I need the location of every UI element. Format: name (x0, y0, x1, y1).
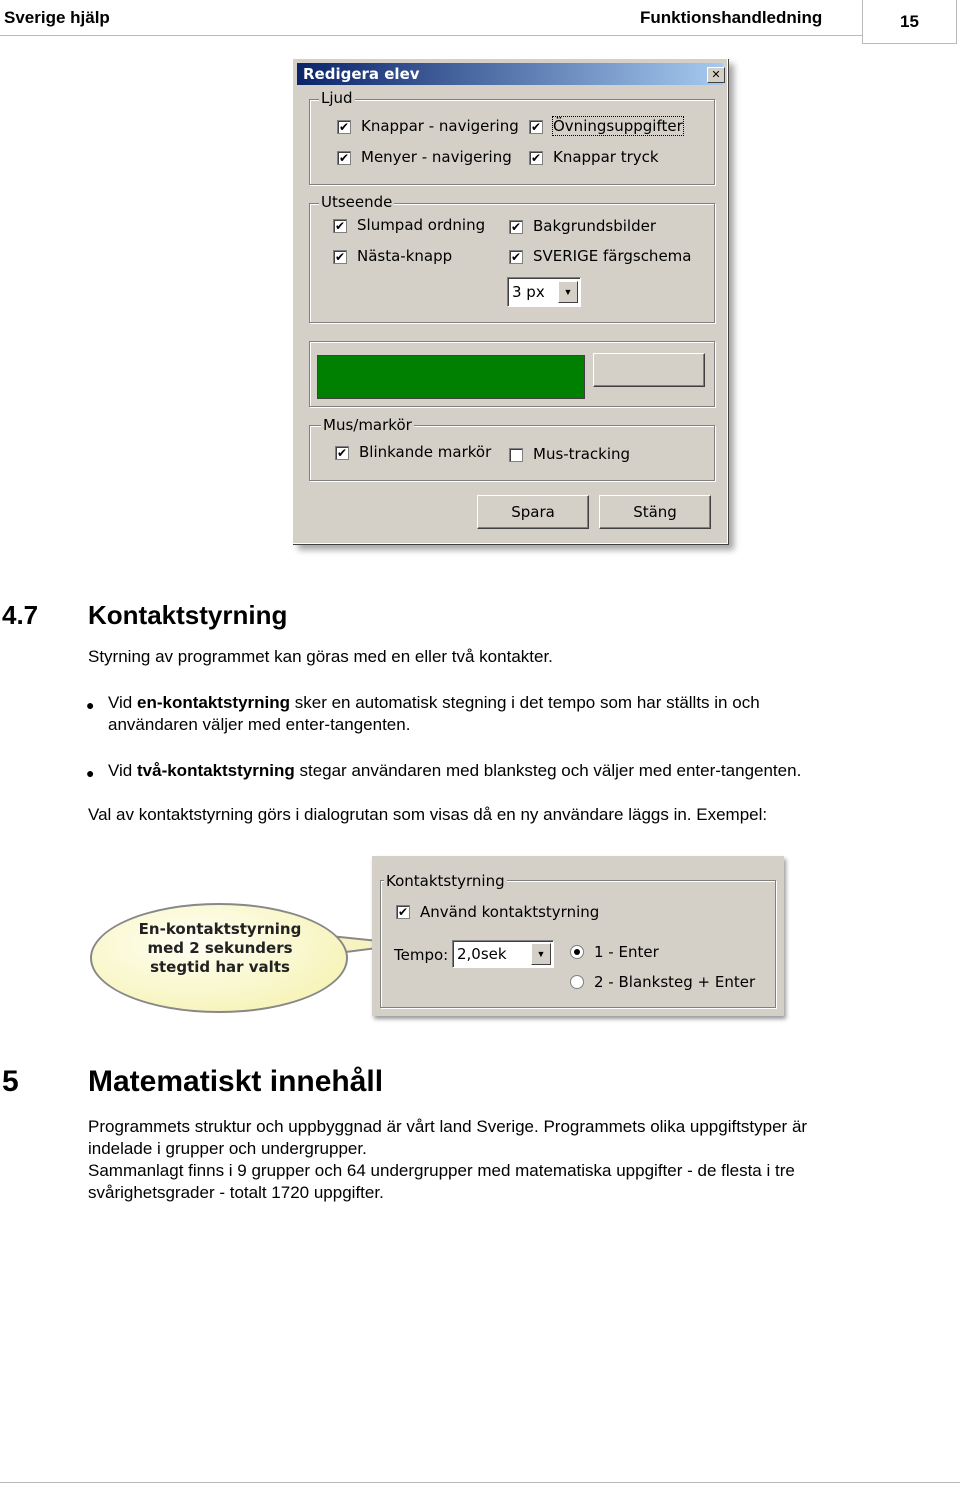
checkbox-knappar-tryck[interactable]: ✔ (530, 151, 542, 165)
label-ovningsuppgifter: Övningsuppgifter (553, 117, 683, 135)
chapter-p2-line2: svårighetsgrader - totalt 1720 uppgifter. (88, 1183, 384, 1202)
checkbox-ovningsuppgifter[interactable]: ✔ (530, 120, 542, 134)
appearance-group-label: Utseende (321, 193, 393, 211)
label-mus-tracking: Mus-tracking (533, 445, 631, 463)
tempo-select[interactable] (452, 940, 554, 968)
bullet1-term: en-kontaktstyrning (137, 693, 291, 712)
bullet-icon: ● (86, 697, 95, 713)
bubble-line-2: med 2 sekunders (147, 939, 293, 957)
dialog-title: Redigera elev (303, 65, 420, 83)
bullet-two-kontakt (108, 760, 801, 782)
close-icon[interactable]: ✕ (707, 67, 725, 83)
label-knappar-tryck: Knappar tryck (553, 148, 659, 166)
bullet-one-kontakt (108, 692, 760, 714)
bullet2-rest: stegar användaren med blanksteg och väljer med enter-tangenten. (294, 761, 802, 780)
save-button[interactable]: Spara (477, 495, 589, 529)
chevron-down-icon[interactable]: ▼ (531, 943, 551, 965)
section-intro: Styrning av programmet kan göras med en eller två kontakter. (88, 647, 553, 666)
radio-two-blanksteg[interactable] (570, 975, 584, 989)
chapter-p1-line1: Programmets struktur och uppbyggnad är vårt land Sverige. Programmets olika uppgiftstyper är (88, 1117, 808, 1136)
radio-one-enter[interactable] (570, 945, 584, 959)
chapter-title: Matematiskt innehåll (88, 1065, 384, 1098)
bullet-icon: ● (86, 765, 95, 781)
edit-student-dialog (292, 58, 728, 544)
footer-divider (0, 1482, 960, 1483)
header-doc-title: Sverige hjälp (4, 8, 110, 27)
bullet1-rest: sker en automatisk stegning i det tempo som har ställts in och (290, 693, 760, 712)
checkbox-bakgrundsbilder[interactable]: ✔ (510, 220, 522, 234)
bubble-line-3: stegtid har valts (150, 958, 290, 976)
label-tempo: Tempo: (394, 946, 449, 964)
header-divider (0, 35, 862, 36)
checkbox-nasta-knapp[interactable]: ✔ (334, 250, 346, 264)
label-menyer-navigering: Menyer - navigering (361, 148, 512, 166)
bubble-line-1: En-kontaktstyrning (138, 920, 302, 938)
label-bakgrundsbilder: Bakgrundsbilder (533, 217, 656, 235)
bullet2-prefix: Vid (108, 761, 137, 780)
border-width-value: 3 px (512, 283, 545, 301)
contact-control-panel (372, 856, 784, 1016)
close-button[interactable]: Stäng (599, 495, 711, 529)
contact-group-label: Kontaktstyrning (386, 872, 505, 890)
bullet1-line2: användaren väljer med enter-tangenten. (108, 715, 411, 734)
color-button[interactable] (593, 353, 705, 387)
checkbox-use-contact[interactable]: ✔ (397, 905, 409, 919)
label-knappar-navigering: Knappar - navigering (361, 117, 519, 135)
chapter-p2-line1: Sammanlagt finns i 9 grupper och 64 undergrupper med matematiska uppgifter - de flesta i tre (88, 1161, 795, 1180)
page-number: 15 (862, 0, 957, 44)
label-use-contact: Använd kontaktstyrning (420, 903, 600, 921)
label-blinkande-markor: Blinkande markör (359, 443, 492, 461)
chapter-number: 5 (2, 1065, 19, 1098)
border-width-select[interactable] (507, 277, 581, 307)
bullet1-prefix: Vid (108, 693, 137, 712)
chevron-down-icon[interactable]: ▼ (558, 281, 578, 303)
bubble-text (110, 920, 330, 977)
mouse-group-label: Mus/markör (323, 416, 412, 434)
label-nasta-knapp: Nästa-knapp (357, 247, 453, 265)
checkbox-mus-tracking[interactable] (509, 448, 523, 462)
header-section-title: Funktionshandledning (640, 8, 823, 27)
checkbox-menyer-navigering[interactable]: ✔ (338, 151, 350, 165)
dialog-titlebar (297, 63, 723, 85)
checkbox-sverige-fargschema[interactable]: ✔ (510, 250, 522, 264)
bullet2-term: två-kontaktstyrning (137, 761, 295, 780)
label-radio-two-blanksteg: 2 - Blanksteg + Enter (594, 973, 756, 991)
label-slumpad-ordning: Slumpad ordning (357, 216, 486, 234)
label-sverige-fargschema: SVERIGE färgschema (533, 247, 692, 265)
section-title: Kontaktstyrning (88, 600, 288, 630)
chapter-p1-line2: indelade i grupper och undergrupper. (88, 1139, 367, 1158)
tempo-value: 2,0sek (457, 945, 507, 963)
section-number: 4.7 (2, 600, 39, 630)
color-swatch[interactable] (317, 355, 585, 399)
checkbox-knappar-navigering[interactable]: ✔ (338, 120, 350, 134)
checkbox-blinkande-markor[interactable]: ✔ (336, 446, 348, 460)
section-after: Val av kontaktstyrning görs i dialogrutan som visas då en ny användare läggs in. Exempel: (88, 805, 768, 824)
sound-group-label: Ljud (321, 89, 353, 107)
label-radio-one-enter: 1 - Enter (594, 943, 659, 961)
sound-group (309, 99, 715, 185)
checkbox-slumpad-ordning[interactable]: ✔ (334, 219, 346, 233)
